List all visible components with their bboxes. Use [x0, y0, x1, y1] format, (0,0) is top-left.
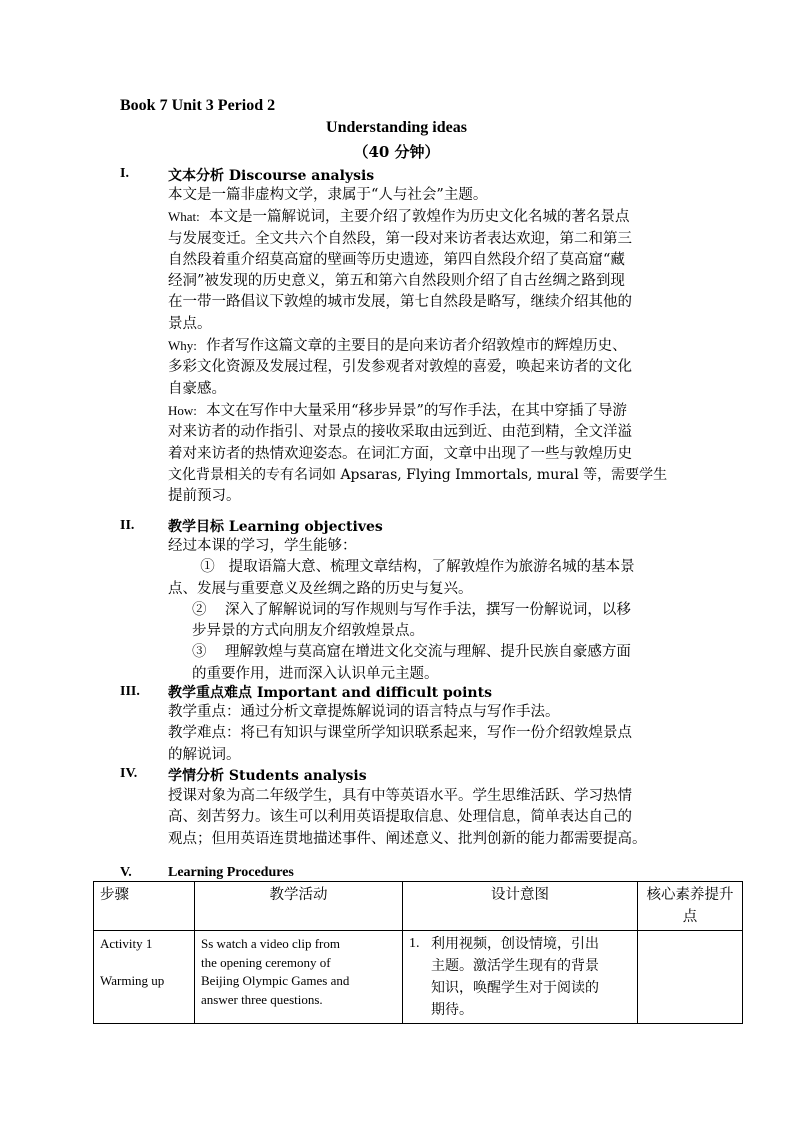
section-1-number: I. [120, 166, 129, 181]
header-activity: 教学活动 [195, 882, 403, 931]
section-3-number: III. [120, 684, 140, 699]
section-2-body [168, 536, 680, 685]
section-4-body [168, 786, 680, 850]
cell-intent: 1. 利用视频，创设情境，引出 主题。激活学生现有的背景 知识，唤醒学生对于阅读的 期待。 [403, 931, 638, 1024]
lesson-title [0, 119, 793, 137]
goal-2-line-1: 步异景的方式向朋友介绍敦煌景点。 [192, 623, 424, 640]
what-line-3: 经洞”被发现的历史意义，第五和第六自然段则介绍了自古丝绸之路到现 [168, 273, 625, 290]
goal-2-line-0: ② 深入了解解说词的写作规则与写作手法，撰写一份解说词，以移 [192, 601, 631, 618]
goal-1-line-0: ① 提取语篇大意、梳理文章结构，了解敦煌作为旅游名城的基本景 [200, 559, 635, 576]
intent-number: 1. [409, 936, 420, 951]
key-point-line: 教学重点：通过分析文章提炼解说词的语言特点与写作手法。 [168, 704, 560, 720]
what-line-1: 与发展变迁。全文共六个自然段，第一段对来访者表达欢迎，第二和第三 [168, 230, 632, 247]
section-5-number: V. [120, 865, 132, 880]
students-line-0: 授课对象为高二年级学生，具有中等英语水平。学生思维活跃、学习热情 [168, 788, 632, 804]
goal-3-line-1: 的重要作用，进而深入认识单元主题。 [192, 665, 439, 682]
goal-3-line-0: ③ 理解敦煌与莫高窟在增进文化交流与理解、提升民族自豪感方面 [192, 644, 631, 661]
header-core: 核心素养提升点 [638, 882, 743, 931]
why-line-0: Why: 作者写作这篇文章的主要目的是向来访者介绍敦煌市的辉煌历史、 [168, 338, 627, 355]
why-label: Why: [168, 338, 197, 354]
how-label: How: [168, 402, 197, 418]
table-row [94, 931, 743, 1024]
students-line-1: 高、刻苦努力。该生可以利用英语提取信息、处理信息，简单表达自己的 [168, 809, 632, 826]
students-line-2: 观点；但用英语连贯地描述事件、阐述意义、批判创新的能力都需要提高。 [168, 830, 647, 847]
how-line-1: 对来访者的动作指引、对景点的接收采取由远到近、由范到精，全文洋溢 [168, 424, 632, 441]
book-unit-period: Book 7 Unit 3 Period 2 [120, 97, 276, 114]
section-1-title: 文本分析 Discourse analysis [168, 168, 375, 184]
what-label: What: [168, 209, 200, 225]
procedures-table [93, 881, 743, 1024]
what-line-2: 自然段着重介绍莫高窟的壁画等历史遗迹，第四自然段介绍了莫高窟“藏 [168, 251, 625, 268]
header-intent: 设计意图 [403, 882, 638, 931]
section-4-title: 学情分析 Students analysis [168, 768, 367, 784]
how-line-2: 着对来访者的热情欢迎姿态。在词汇方面，文章中出现了一些与敦煌历史 [168, 445, 632, 462]
section-1-intro: 本文是一篇非虚构文学，隶属于“人与社会”主题。 [168, 187, 488, 203]
section-5-title: Learning Procedures [168, 865, 294, 880]
cell-step: Activity 1 Warming up [94, 931, 195, 1024]
what-line-4: 在一带一路倡议下敦煌的城市发展，第七自然段是略写，继续介绍其他的 [168, 294, 632, 311]
lesson-duration: （40 分钟） [353, 143, 440, 161]
goal-3-mark: ③ [192, 644, 207, 661]
table-header-row [94, 882, 743, 931]
section-4-number: IV. [120, 766, 138, 781]
goal-2-mark: ② [192, 601, 207, 618]
section-3-title: 教学重点难点 Important and difficult points [168, 685, 492, 701]
section-2-number: II. [120, 518, 135, 533]
difficult-point-line-0: 教学难点：将已有知识与课堂所学知识联系起来，写作一份介绍敦煌景点 [168, 725, 632, 742]
goal-1-mark: ① [200, 559, 215, 576]
section-1-body [168, 185, 680, 507]
cell-activity: Ss watch a video clip from the opening ceremony of Beijing Olympic Games and answer three questions. [195, 931, 403, 1024]
header-step: 步骤 [94, 882, 195, 931]
section-3-body [168, 702, 680, 766]
how-line-0: How: 本文在写作中大量采用“移步异景”的写作手法，在其中穿插了导游 [168, 402, 627, 419]
difficult-point-line-1: 的解说词。 [168, 746, 241, 763]
what-line-5: 景点。 [168, 315, 212, 332]
how-line-4: 提前预习。 [168, 488, 241, 505]
cell-core [638, 931, 743, 1024]
what-line-0: What: 本文是一篇解说词，主要介绍了敦煌作为历史文化名城的著名景点 [168, 209, 630, 226]
how-line-3: 文化背景相关的专有名词如 Apsaras, Flying Immortals, mural 等，需要学生 [168, 466, 668, 483]
why-line-2: 自豪感。 [168, 380, 226, 397]
lesson-title-text: Understanding ideas [326, 119, 467, 136]
section-2-intro: 经过本课的学习，学生能够： [168, 538, 357, 554]
goal-1-line-1: 点、发展与重要意义及丝绸之路的历史与复兴。 [168, 580, 473, 597]
why-line-1: 多彩文化资源及发展过程，引发参观者对敦煌的喜爱，唤起来访者的文化 [168, 359, 632, 376]
section-2-title: 教学目标 Learning objectives [168, 519, 383, 535]
